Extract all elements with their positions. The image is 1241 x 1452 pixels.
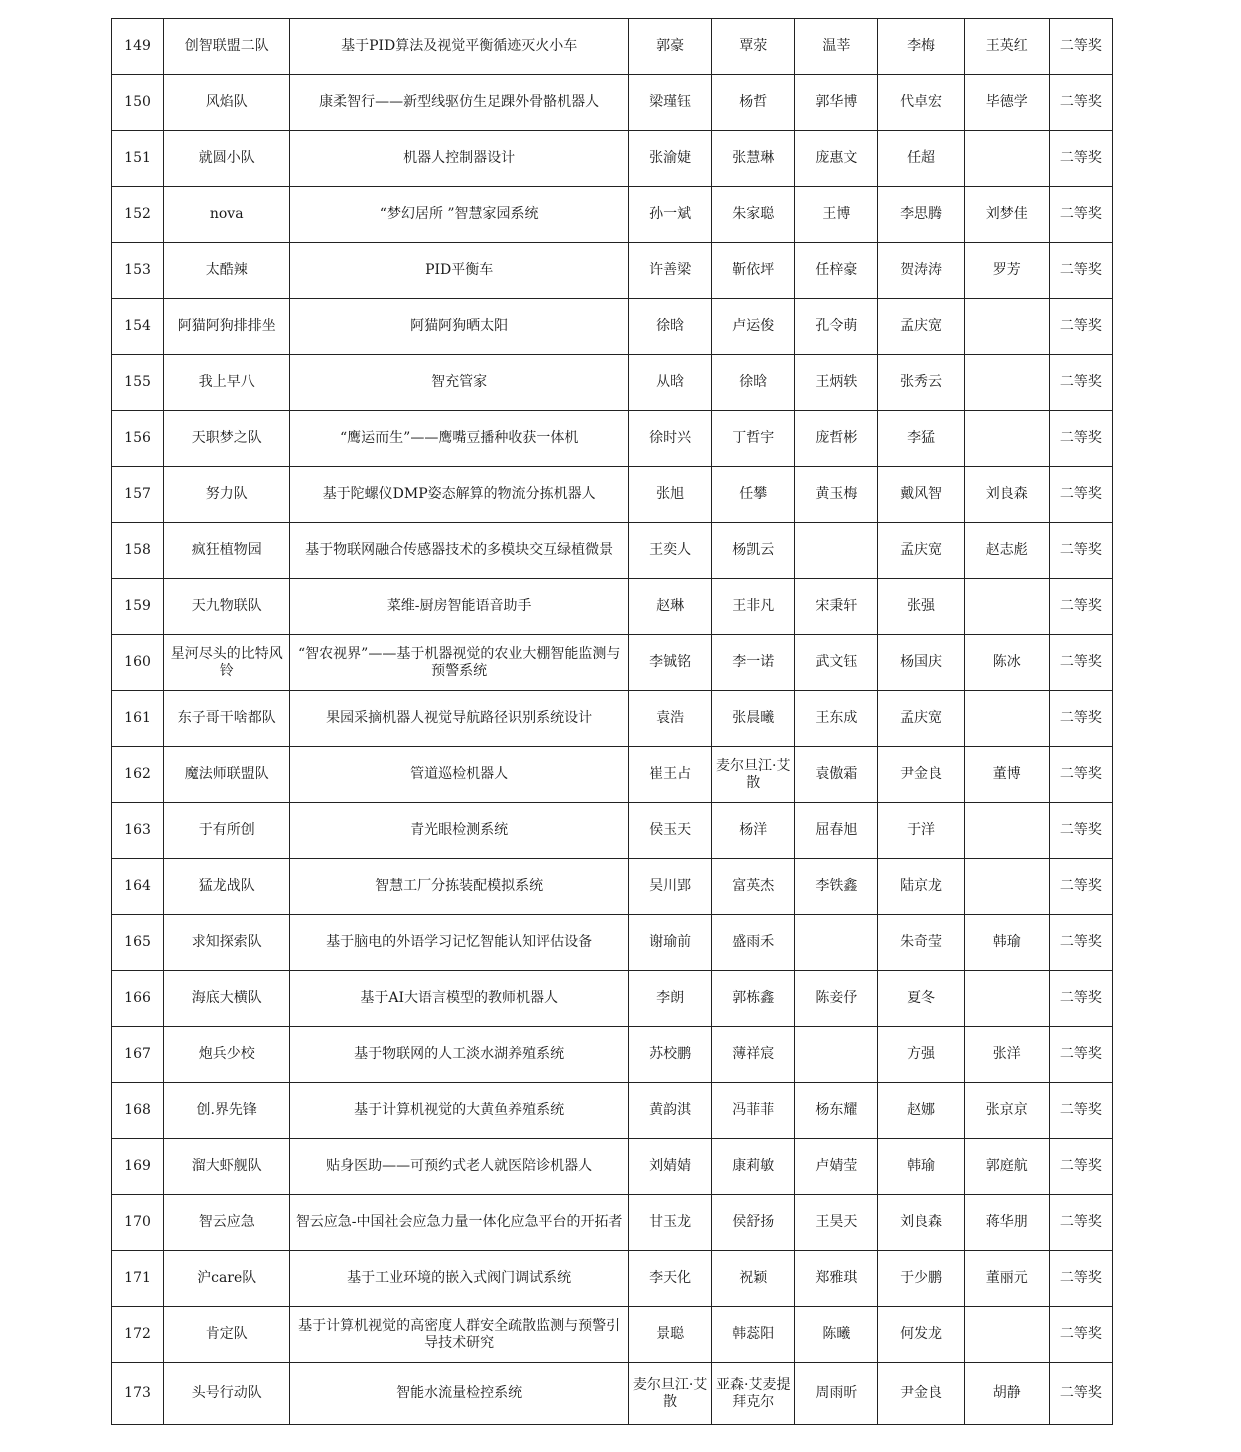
advisor-1-cell: 刘良森: [878, 1195, 964, 1251]
row-number-cell: 168: [112, 1083, 164, 1139]
member-3-cell: 任梓豪: [795, 243, 878, 299]
row-number-cell: 154: [112, 299, 164, 355]
award-level-cell: 二等奖: [1049, 971, 1112, 1027]
table-row: [112, 579, 1113, 635]
award-level-cell: 二等奖: [1049, 467, 1112, 523]
advisor-1-cell: 任超: [878, 131, 964, 187]
member-1-cell: 李天化: [629, 1251, 712, 1307]
advisor-2-cell: 张京京: [964, 1083, 1049, 1139]
member-3-cell: 庞哲彬: [795, 411, 878, 467]
member-1-cell: 徐时兴: [629, 411, 712, 467]
project-title-cell: 智能水流量检控系统: [290, 1363, 629, 1425]
member-1-cell: 孙一斌: [629, 187, 712, 243]
member-1-cell: 侯玉天: [629, 803, 712, 859]
member-2-cell: 杨哲: [712, 75, 795, 131]
member-3-cell: 黄玉梅: [795, 467, 878, 523]
table-row: [112, 19, 1113, 75]
team-name-cell: 天职梦之队: [164, 411, 290, 467]
member-3-cell: 宋秉轩: [795, 579, 878, 635]
member-2-cell: 杨洋: [712, 803, 795, 859]
project-title-cell: 基于物联网的人工淡水湖养殖系统: [290, 1027, 629, 1083]
row-number-cell: 172: [112, 1307, 164, 1363]
member-1-cell: 赵琳: [629, 579, 712, 635]
member-3-cell: 庞惠文: [795, 131, 878, 187]
member-3-cell: 卢婧莹: [795, 1139, 878, 1195]
team-name-cell: 星河尽头的比特风铃: [164, 635, 290, 691]
row-number-cell: 153: [112, 243, 164, 299]
row-number-cell: 158: [112, 523, 164, 579]
project-title-cell: PID平衡车: [290, 243, 629, 299]
advisor-1-cell: 于少鹏: [878, 1251, 964, 1307]
advisor-2-cell: 王英红: [964, 19, 1049, 75]
member-1-cell: 梁瑾钰: [629, 75, 712, 131]
advisor-1-cell: 李思腾: [878, 187, 964, 243]
advisor-1-cell: 李梅: [878, 19, 964, 75]
row-number-cell: 161: [112, 691, 164, 747]
project-title-cell: 基于AI大语言模型的教师机器人: [290, 971, 629, 1027]
table-body: [112, 19, 1113, 1425]
row-number-cell: 150: [112, 75, 164, 131]
advisor-2-cell: [964, 859, 1049, 915]
member-1-cell: 郭豪: [629, 19, 712, 75]
advisor-1-cell: 贺涛涛: [878, 243, 964, 299]
advisor-1-cell: 孟庆宽: [878, 523, 964, 579]
row-number-cell: 162: [112, 747, 164, 803]
table-row: [112, 299, 1113, 355]
member-2-cell: 侯舒扬: [712, 1195, 795, 1251]
member-3-cell: 袁傲霜: [795, 747, 878, 803]
award-level-cell: 二等奖: [1049, 747, 1112, 803]
team-name-cell: 风焰队: [164, 75, 290, 131]
team-name-cell: 沪care队: [164, 1251, 290, 1307]
row-number-cell: 155: [112, 355, 164, 411]
team-name-cell: 求知探索队: [164, 915, 290, 971]
advisor-1-cell: 孟庆宽: [878, 691, 964, 747]
award-level-cell: 二等奖: [1049, 299, 1112, 355]
project-title-cell: 智慧工厂分拣装配模拟系统: [290, 859, 629, 915]
team-name-cell: 魔法师联盟队: [164, 747, 290, 803]
row-number-cell: 159: [112, 579, 164, 635]
advisor-1-cell: 张强: [878, 579, 964, 635]
team-name-cell: 我上早八: [164, 355, 290, 411]
member-1-cell: 吴川郢: [629, 859, 712, 915]
team-name-cell: 努力队: [164, 467, 290, 523]
table-row: [112, 1251, 1113, 1307]
project-title-cell: 智云应急-中国社会应急力量一体化应急平台的开拓者: [290, 1195, 629, 1251]
member-3-cell: 郭华博: [795, 75, 878, 131]
table-row: [112, 1195, 1113, 1251]
advisor-2-cell: 蒋华朋: [964, 1195, 1049, 1251]
award-level-cell: 二等奖: [1049, 915, 1112, 971]
project-title-cell: 基于工业环境的嵌入式阀门调试系统: [290, 1251, 629, 1307]
member-2-cell: 卢运俊: [712, 299, 795, 355]
team-name-cell: 阿猫阿狗排排坐: [164, 299, 290, 355]
member-3-cell: 王炳轶: [795, 355, 878, 411]
team-name-cell: 于有所创: [164, 803, 290, 859]
member-2-cell: 亚森·艾麦提拜克尔: [712, 1363, 795, 1425]
member-2-cell: 朱家聪: [712, 187, 795, 243]
team-name-cell: 创智联盟二队: [164, 19, 290, 75]
team-name-cell: 头号行动队: [164, 1363, 290, 1425]
advisor-1-cell: 尹金良: [878, 1363, 964, 1425]
advisor-2-cell: 赵志彪: [964, 523, 1049, 579]
row-number-cell: 149: [112, 19, 164, 75]
member-1-cell: 崔王占: [629, 747, 712, 803]
award-level-cell: 二等奖: [1049, 523, 1112, 579]
member-2-cell: 康莉敏: [712, 1139, 795, 1195]
table-row: [112, 747, 1113, 803]
award-level-cell: 二等奖: [1049, 19, 1112, 75]
advisor-2-cell: [964, 1307, 1049, 1363]
advisor-1-cell: 尹金良: [878, 747, 964, 803]
advisor-2-cell: [964, 691, 1049, 747]
advisor-2-cell: [964, 355, 1049, 411]
advisor-2-cell: [964, 803, 1049, 859]
team-name-cell: 智云应急: [164, 1195, 290, 1251]
advisor-2-cell: 郭庭航: [964, 1139, 1049, 1195]
member-2-cell: 覃荥: [712, 19, 795, 75]
row-number-cell: 170: [112, 1195, 164, 1251]
member-2-cell: 任攀: [712, 467, 795, 523]
member-2-cell: 靳依坪: [712, 243, 795, 299]
team-name-cell: 天九物联队: [164, 579, 290, 635]
member-3-cell: 温莘: [795, 19, 878, 75]
member-3-cell: 王昊天: [795, 1195, 878, 1251]
award-level-cell: 二等奖: [1049, 187, 1112, 243]
project-title-cell: 贴身医助——可预约式老人就医陪诊机器人: [290, 1139, 629, 1195]
row-number-cell: 169: [112, 1139, 164, 1195]
advisor-2-cell: 董丽元: [964, 1251, 1049, 1307]
member-3-cell: [795, 523, 878, 579]
team-name-cell: 太酷辣: [164, 243, 290, 299]
member-1-cell: 谢瑜前: [629, 915, 712, 971]
member-3-cell: 孔令萌: [795, 299, 878, 355]
member-2-cell: 冯菲菲: [712, 1083, 795, 1139]
project-title-cell: 基于陀螺仪DMP姿态解算的物流分拣机器人: [290, 467, 629, 523]
member-1-cell: 黄韵淇: [629, 1083, 712, 1139]
award-level-cell: 二等奖: [1049, 1363, 1112, 1425]
member-1-cell: 许善梁: [629, 243, 712, 299]
awards-table: [111, 18, 1113, 1425]
table-row: [112, 1139, 1113, 1195]
team-name-cell: 肯定队: [164, 1307, 290, 1363]
team-name-cell: 溜大虾舰队: [164, 1139, 290, 1195]
row-number-cell: 165: [112, 915, 164, 971]
team-name-cell: 海底大横队: [164, 971, 290, 1027]
table-row: [112, 803, 1113, 859]
project-title-cell: “智农视界”——基于机器视觉的农业大棚智能监测与预警系统: [290, 635, 629, 691]
advisor-2-cell: 韩瑜: [964, 915, 1049, 971]
table-row: [112, 75, 1113, 131]
member-2-cell: 薄祥宸: [712, 1027, 795, 1083]
advisor-1-cell: 于洋: [878, 803, 964, 859]
advisor-2-cell: 张洋: [964, 1027, 1049, 1083]
member-3-cell: 陈曦: [795, 1307, 878, 1363]
award-level-cell: 二等奖: [1049, 243, 1112, 299]
team-name-cell: 东子哥干啥都队: [164, 691, 290, 747]
member-3-cell: 周雨昕: [795, 1363, 878, 1425]
project-title-cell: 智充管家: [290, 355, 629, 411]
member-1-cell: 甘玉龙: [629, 1195, 712, 1251]
member-2-cell: 韩蕊阳: [712, 1307, 795, 1363]
project-title-cell: “梦幻居所 ”智慧家园系统: [290, 187, 629, 243]
advisor-2-cell: [964, 299, 1049, 355]
team-name-cell: 炮兵少校: [164, 1027, 290, 1083]
advisor-1-cell: 方强: [878, 1027, 964, 1083]
award-level-cell: 二等奖: [1049, 355, 1112, 411]
project-title-cell: 康柔智行——新型线驱仿生足踝外骨骼机器人: [290, 75, 629, 131]
project-title-cell: 基于计算机视觉的高密度人群安全疏散监测与预警引导技术研究: [290, 1307, 629, 1363]
table-row: [112, 1363, 1113, 1425]
member-3-cell: 杨东耀: [795, 1083, 878, 1139]
table-row: [112, 411, 1113, 467]
member-2-cell: 富英杰: [712, 859, 795, 915]
table-row: [112, 859, 1113, 915]
member-1-cell: 袁浩: [629, 691, 712, 747]
member-3-cell: 武文钰: [795, 635, 878, 691]
table-row: [112, 1027, 1113, 1083]
member-2-cell: 张慧琳: [712, 131, 795, 187]
member-2-cell: 盛雨禾: [712, 915, 795, 971]
member-3-cell: [795, 915, 878, 971]
member-1-cell: 李铖铭: [629, 635, 712, 691]
project-title-cell: 基于物联网融合传感器技术的多模块交互绿植微景: [290, 523, 629, 579]
award-level-cell: 二等奖: [1049, 1027, 1112, 1083]
advisor-2-cell: 刘良森: [964, 467, 1049, 523]
table-row: [112, 131, 1113, 187]
member-2-cell: 李一诺: [712, 635, 795, 691]
advisor-1-cell: 杨国庆: [878, 635, 964, 691]
advisor-2-cell: 陈冰: [964, 635, 1049, 691]
team-name-cell: 猛龙战队: [164, 859, 290, 915]
advisor-1-cell: 代卓宏: [878, 75, 964, 131]
award-level-cell: 二等奖: [1049, 411, 1112, 467]
award-level-cell: 二等奖: [1049, 691, 1112, 747]
project-title-cell: 基于PID算法及视觉平衡循迹灭火小车: [290, 19, 629, 75]
award-level-cell: 二等奖: [1049, 1083, 1112, 1139]
advisor-2-cell: [964, 131, 1049, 187]
project-title-cell: 机器人控制器设计: [290, 131, 629, 187]
advisor-1-cell: 何发龙: [878, 1307, 964, 1363]
advisor-2-cell: 胡静: [964, 1363, 1049, 1425]
row-number-cell: 156: [112, 411, 164, 467]
project-title-cell: 管道巡检机器人: [290, 747, 629, 803]
team-name-cell: 疯狂植物园: [164, 523, 290, 579]
team-name-cell: 就圆小队: [164, 131, 290, 187]
member-1-cell: 麦尔旦江·艾散: [629, 1363, 712, 1425]
row-number-cell: 166: [112, 971, 164, 1027]
table-row: [112, 1083, 1113, 1139]
project-title-cell: 基于计算机视觉的大黄鱼养殖系统: [290, 1083, 629, 1139]
project-title-cell: “鹰运而生”——鹰嘴豆播种收获一体机: [290, 411, 629, 467]
member-3-cell: 陈妾伃: [795, 971, 878, 1027]
table-row: [112, 243, 1113, 299]
member-3-cell: 王博: [795, 187, 878, 243]
advisor-2-cell: 罗芳: [964, 243, 1049, 299]
advisor-1-cell: 陆京龙: [878, 859, 964, 915]
team-name-cell: 创.界先锋: [164, 1083, 290, 1139]
member-2-cell: 杨凯云: [712, 523, 795, 579]
member-1-cell: 从晗: [629, 355, 712, 411]
team-name-cell: nova: [164, 187, 290, 243]
member-2-cell: 祝颖: [712, 1251, 795, 1307]
member-2-cell: 丁哲宇: [712, 411, 795, 467]
table-row: [112, 523, 1113, 579]
table-row: [112, 355, 1113, 411]
member-3-cell: [795, 1027, 878, 1083]
row-number-cell: 167: [112, 1027, 164, 1083]
project-title-cell: 青光眼检测系统: [290, 803, 629, 859]
member-3-cell: 郑雅琪: [795, 1251, 878, 1307]
award-level-cell: 二等奖: [1049, 1195, 1112, 1251]
table-row: [112, 467, 1113, 523]
member-1-cell: 苏校鹏: [629, 1027, 712, 1083]
member-2-cell: 徐晗: [712, 355, 795, 411]
project-title-cell: 基于脑电的外语学习记忆智能认知评估设备: [290, 915, 629, 971]
member-2-cell: 王非凡: [712, 579, 795, 635]
advisor-1-cell: 夏冬: [878, 971, 964, 1027]
member-2-cell: 郭栋鑫: [712, 971, 795, 1027]
row-number-cell: 157: [112, 467, 164, 523]
row-number-cell: 151: [112, 131, 164, 187]
award-level-cell: 二等奖: [1049, 75, 1112, 131]
advisor-2-cell: 刘梦佳: [964, 187, 1049, 243]
member-1-cell: 李朗: [629, 971, 712, 1027]
member-1-cell: 景聪: [629, 1307, 712, 1363]
row-number-cell: 163: [112, 803, 164, 859]
member-2-cell: 麦尔旦江·艾散: [712, 747, 795, 803]
member-1-cell: 徐晗: [629, 299, 712, 355]
award-level-cell: 二等奖: [1049, 579, 1112, 635]
member-3-cell: 李铁鑫: [795, 859, 878, 915]
advisor-1-cell: 李猛: [878, 411, 964, 467]
project-title-cell: 阿猫阿狗晒太阳: [290, 299, 629, 355]
table-row: [112, 635, 1113, 691]
table-row: [112, 1307, 1113, 1363]
advisor-1-cell: 赵娜: [878, 1083, 964, 1139]
member-1-cell: 王奕人: [629, 523, 712, 579]
advisor-1-cell: 戴风智: [878, 467, 964, 523]
member-1-cell: 张旭: [629, 467, 712, 523]
member-3-cell: 王东成: [795, 691, 878, 747]
table-row: [112, 691, 1113, 747]
table-row: [112, 187, 1113, 243]
row-number-cell: 171: [112, 1251, 164, 1307]
advisor-1-cell: 张秀云: [878, 355, 964, 411]
advisor-2-cell: [964, 971, 1049, 1027]
row-number-cell: 173: [112, 1363, 164, 1425]
row-number-cell: 152: [112, 187, 164, 243]
award-level-cell: 二等奖: [1049, 635, 1112, 691]
award-level-cell: 二等奖: [1049, 1139, 1112, 1195]
project-title-cell: 菜维-厨房智能语音助手: [290, 579, 629, 635]
table-row: [112, 915, 1113, 971]
advisor-2-cell: [964, 411, 1049, 467]
member-2-cell: 张晨曦: [712, 691, 795, 747]
member-3-cell: 屈春旭: [795, 803, 878, 859]
advisor-2-cell: 毕德学: [964, 75, 1049, 131]
table-row: [112, 971, 1113, 1027]
advisor-1-cell: 韩瑜: [878, 1139, 964, 1195]
advisor-1-cell: 孟庆宽: [878, 299, 964, 355]
advisor-1-cell: 朱奇莹: [878, 915, 964, 971]
row-number-cell: 164: [112, 859, 164, 915]
award-level-cell: 二等奖: [1049, 1307, 1112, 1363]
award-level-cell: 二等奖: [1049, 131, 1112, 187]
award-level-cell: 二等奖: [1049, 859, 1112, 915]
row-number-cell: 160: [112, 635, 164, 691]
member-1-cell: 张渝婕: [629, 131, 712, 187]
advisor-2-cell: [964, 579, 1049, 635]
advisor-2-cell: 董博: [964, 747, 1049, 803]
award-level-cell: 二等奖: [1049, 1251, 1112, 1307]
award-level-cell: 二等奖: [1049, 803, 1112, 859]
member-1-cell: 刘婧婧: [629, 1139, 712, 1195]
project-title-cell: 果园采摘机器人视觉导航路径识别系统设计: [290, 691, 629, 747]
